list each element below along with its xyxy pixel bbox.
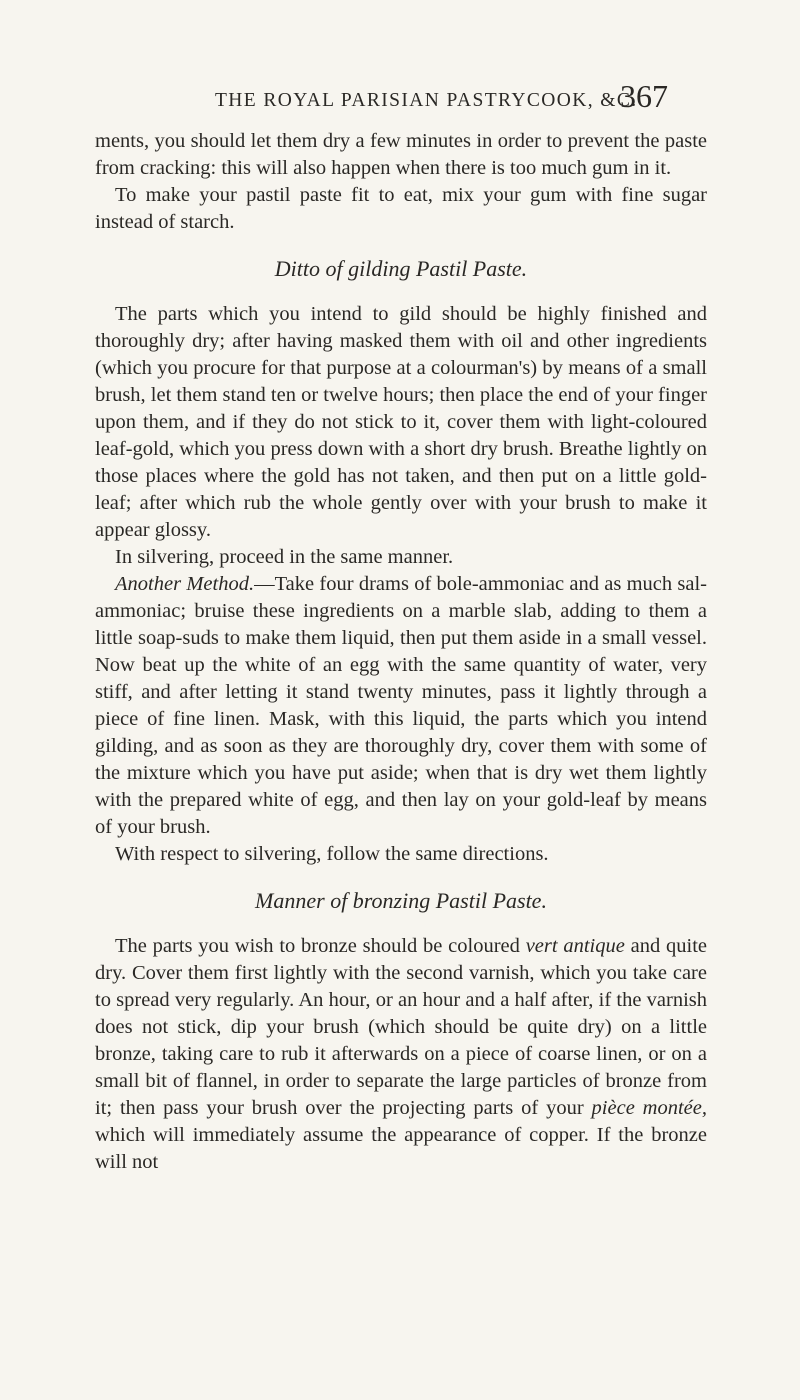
section-heading: Manner of bronzing Pastil Paste. (255, 888, 547, 913)
paragraph: To make your pastil paste fit to eat, mix your gum with fine sugar instead of starch. (95, 184, 707, 233)
italic-term: vert antique (525, 935, 625, 957)
paragraph: The parts which you intend to gild should be highly finished and thoroughly dry; after having masked them with oil and other ingredients (which you procure for that purpose at a colourman's) by means of a small brush, let them stand ten or twelve hours; then place the end of your finger upon them, and if they do not stick to it, cover them with light-coloured leaf-gold, which you press down with a short dry brush. Breathe lightly on those places where the gold has not taken, and then put on a little gold-leaf; after which rub the whole gently over with your brush to make it appear glossy. (95, 303, 707, 541)
section-heading: Ditto of gilding Pastil Paste. (274, 256, 528, 281)
paragraph: In silvering, proceed in the same manner. (115, 546, 454, 568)
paragraph: With respect to silvering, follow the same directions. (115, 843, 549, 865)
paragraph-text: —Take four drams of bole-ammoniac and as much sal-ammoniac; bruise these ingredients on a marble slab, adding to them a little soap-suds to make them liquid, then put them aside in a small vessel. Now beat up the white of an egg with the same quantity of water, very stiff, and after letting it stand twenty minutes, pass it lightly through a piece of fine linen. Mask, with this liquid, the parts which you intend gilding, and as soon as they are thoroughly dry, cover them with some of the mixture which you have put aside; when that is dry wet them lightly with the prepared white of egg, and then lay on your gold-leaf by means of your brush. (95, 573, 707, 838)
italic-term: pièce montée, (591, 1097, 707, 1119)
paragraph-text: which will immediately assume the appearance of copper. If the bronze will not (95, 1124, 707, 1173)
paragraph: ments, you should let them dry a few minutes in order to prevent the paste from cracking: this will also happen when there is too much gum in it. (95, 130, 707, 179)
running-head: THE ROYAL PARISIAN PASTRYCOOK, &C. (215, 90, 638, 111)
paragraph (95, 933, 707, 1176)
page-header (0, 78, 800, 128)
paragraph-text: The parts you wish to bronze should be coloured (115, 935, 526, 957)
page-number: 367 (620, 78, 668, 114)
paragraph-text: and quite dry. Cover them first lightly with the second varnish, which you take care to spread very regularly. An hour, or an hour and a half after, if the varnish does not stick, dip your brush (which should be quite dry) on a little bronze, taking care to rub it afterwards on a piece of coarse linen, or on a small bit of flannel, in order to separate the large particles of bronze from it; then pass your brush over the projecting parts of your (95, 935, 707, 1119)
paragraph (95, 571, 707, 841)
paragraph-label: Another Method. (115, 573, 255, 595)
body-text (95, 128, 707, 1176)
